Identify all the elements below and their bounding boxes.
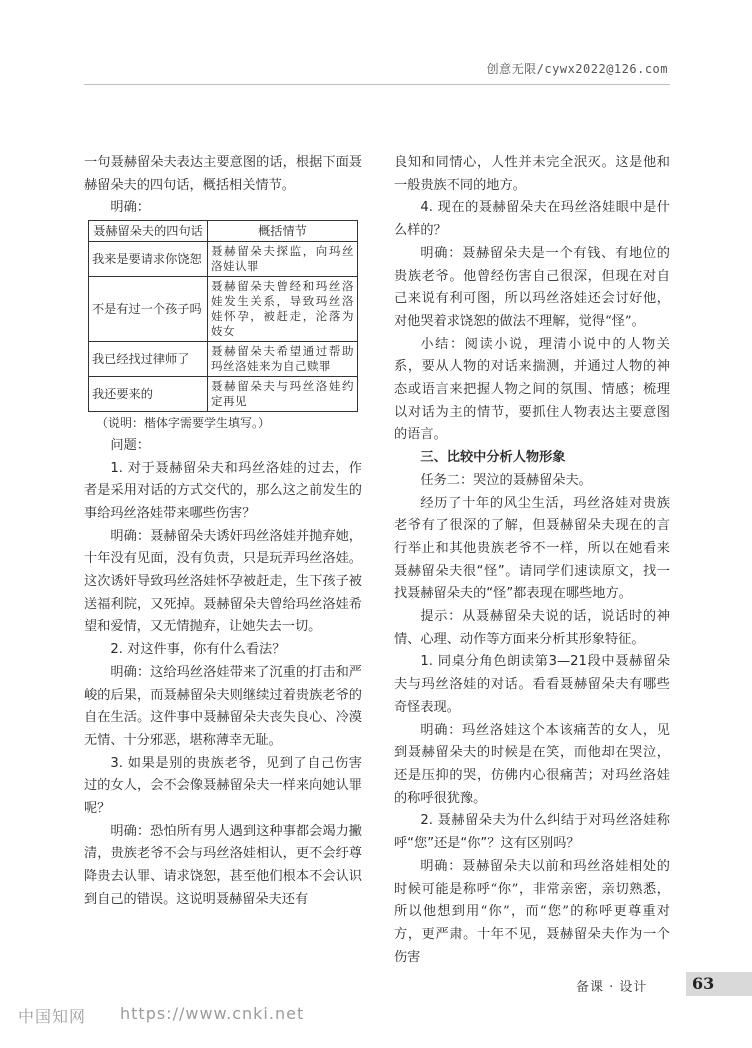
table-cell-summary: 聂赫留朵夫与玛丝洛娃约定再见: [208, 377, 358, 412]
table-header-row: [89, 221, 358, 242]
answer-continuation: 良知和同情心，人性并未完全泯灭。这是他和一般贵族不同的地方。: [394, 155, 670, 193]
answer-paragraph: 明确：聂赫留朵夫是一个有钱、有地位的贵族老爷。他曾经伤害自己很深，但现在对自己来说有利可图，所以玛丝洛娃还会讨好他，对他哭着求饶恕的做法不理解，觉得“怪”。: [394, 245, 670, 329]
task-paragraph: 经历了十年的风尘生活，玛丝洛娃对贵族老爷有了很深的了解，但聂赫留朵夫现在的言行举止和其他贵族老爷不一样，所以在她看来聂赫留朵夫很“怪”。请同学们速读原文，找一找聂赫留朵夫的“怪”都表现在哪些地方。: [394, 495, 670, 602]
answer-paragraph: 明确：恐怕所有男人遇到这种事都会竭力撇清，贵族老爷不会与玛丝洛娃相认，更不会纡尊降贵去认罪、请求饶恕，甚至他们根本不会认识到自己的错误。这说明聂赫留朵夫还有: [84, 823, 362, 907]
hint-paragraph: 提示：从聂赫留朵夫说的话，说话时的神情、心理、动作等方面来分析其形象特征。: [394, 609, 670, 647]
table-cell-summary: 聂赫留朵夫探监，向玛丝洛娃认罪: [208, 242, 358, 277]
question-paragraph: 1. 对于聂赫留朵夫和玛丝洛娃的过去，作者是采用对话的方式交代的，那么这之前发生的事给玛丝洛娃带来哪些伤害？: [84, 460, 362, 521]
answer-paragraph: 明确：玛丝洛娃这个本该痛苦的女人，见到聂赫留朵夫的时候是在笑，而他却在哭泣，还是压抑的哭，仿佛内心很痛苦；对玛丝洛娃的称呼很犹豫。: [394, 722, 670, 806]
footer-section-label: 备课 · 设计: [576, 980, 648, 995]
intro-paragraph: 一句聂赫留朵夫表达主要意图的话，根据下面聂赫留朵夫的四句话，概括相关情节。: [84, 155, 362, 193]
answer-paragraph: 明确：这给玛丝洛娃带来了沉重的打击和严峻的后果，而聂赫留朵夫则继续过着贵族老爷的自在生活。这件事中聂赫留朵夫丧失良心、冷漠无情、十分邪恶，堪称薄幸无耻。: [84, 664, 362, 748]
table-cell-summary: 聂赫留朵夫希望通过帮助玛丝洛娃来为自己赎罪: [208, 342, 358, 377]
question-paragraph: 1. 同桌分角色朗读第3—21段中聂赫留朵夫与玛丝洛娃的对话。看看聂赫留朵夫有哪些奇怪表现。: [394, 654, 670, 715]
question-paragraph: 2. 对这件事，你有什么看法？: [110, 642, 286, 658]
table-cell-quote: 我还要来的: [89, 377, 208, 412]
right-column: [394, 152, 670, 969]
summary-paragraph: 小结：阅读小说，理清小说中的人物关系，要从人物的对话来揣测，并通过人物的神态或语言来把握人物之间的氛围、情感；梳理以对话为主的情节，要抓住人物表达主要意图的语言。: [394, 336, 670, 443]
table-note: （说明：楷体字需要学生填写。）: [96, 416, 271, 431]
table-cell-quote: 我来是要请求你饶恕: [89, 242, 208, 277]
section-title: 三、比较中分析人物形象: [420, 450, 566, 466]
table-header-quote: 聂赫留朵夫的四句话: [89, 221, 208, 242]
table-cell-quote: 不是有过一个孩子吗: [89, 277, 208, 342]
table-row: [89, 277, 358, 342]
mingque-label: 明确：: [110, 200, 150, 216]
table-row: [89, 377, 358, 412]
watermark-cnki: 中国知网: [18, 1007, 87, 1026]
questions-label: 问题：: [110, 437, 150, 453]
summary-table: [88, 220, 358, 412]
answer-paragraph: 明确：聂赫留朵夫诱奸玛丝洛娃并抛弃她，十年没有见面，没有负责，只是玩弄玛丝洛娃。这次诱奸导致玛丝洛娃怀孕被赶走，生下孩子被送福利院，又死掉。聂赫留朵夫曾给玛丝洛娃希望和爱情，又无情抛弃，让她失去一切。: [84, 528, 362, 635]
question-paragraph: 4. 现在的聂赫留朵夫在玛丝洛娃眼中是什么样的？: [394, 200, 670, 239]
header-rule: [84, 84, 670, 85]
left-column: [84, 152, 362, 912]
answer-paragraph: 明确：聂赫留朵夫以前和玛丝洛娃相处的时候可能是称呼“你”，非常亲密，亲切熟悉，所以他想到用“你”，而“您”的称呼更尊重对方，更严肃。十年不见，聂赫留朵夫作为一个伤害: [394, 858, 670, 965]
table-row: [89, 342, 358, 377]
table-header-summary: 概括情节: [208, 221, 358, 242]
table-cell-quote: 我已经找过律师了: [89, 342, 208, 377]
table-cell-summary: 聂赫留朵夫曾经和玛丝洛娃发生关系，导致玛丝洛娃怀孕，被赶走，沦落为妓女: [208, 277, 358, 342]
header-email: 创意无限/cywx2022@126.com: [486, 62, 668, 76]
table-row: [89, 242, 358, 277]
question-paragraph: 3. 如果是别的贵族老爷，见到了自己伤害过的女人，会不会像聂赫留朵夫一样来向她认罪呢？: [84, 755, 362, 817]
watermark-url: https://www.cnki.net: [120, 1004, 305, 1023]
page-number: 63: [692, 974, 715, 993]
task-title: 任务二：哭泣的聂赫留朵夫。: [420, 472, 592, 488]
question-paragraph: 2. 聂赫留朵夫为什么纠结于对玛丝洛娃称呼“您”还是“你”？这有区别吗？: [394, 813, 670, 852]
